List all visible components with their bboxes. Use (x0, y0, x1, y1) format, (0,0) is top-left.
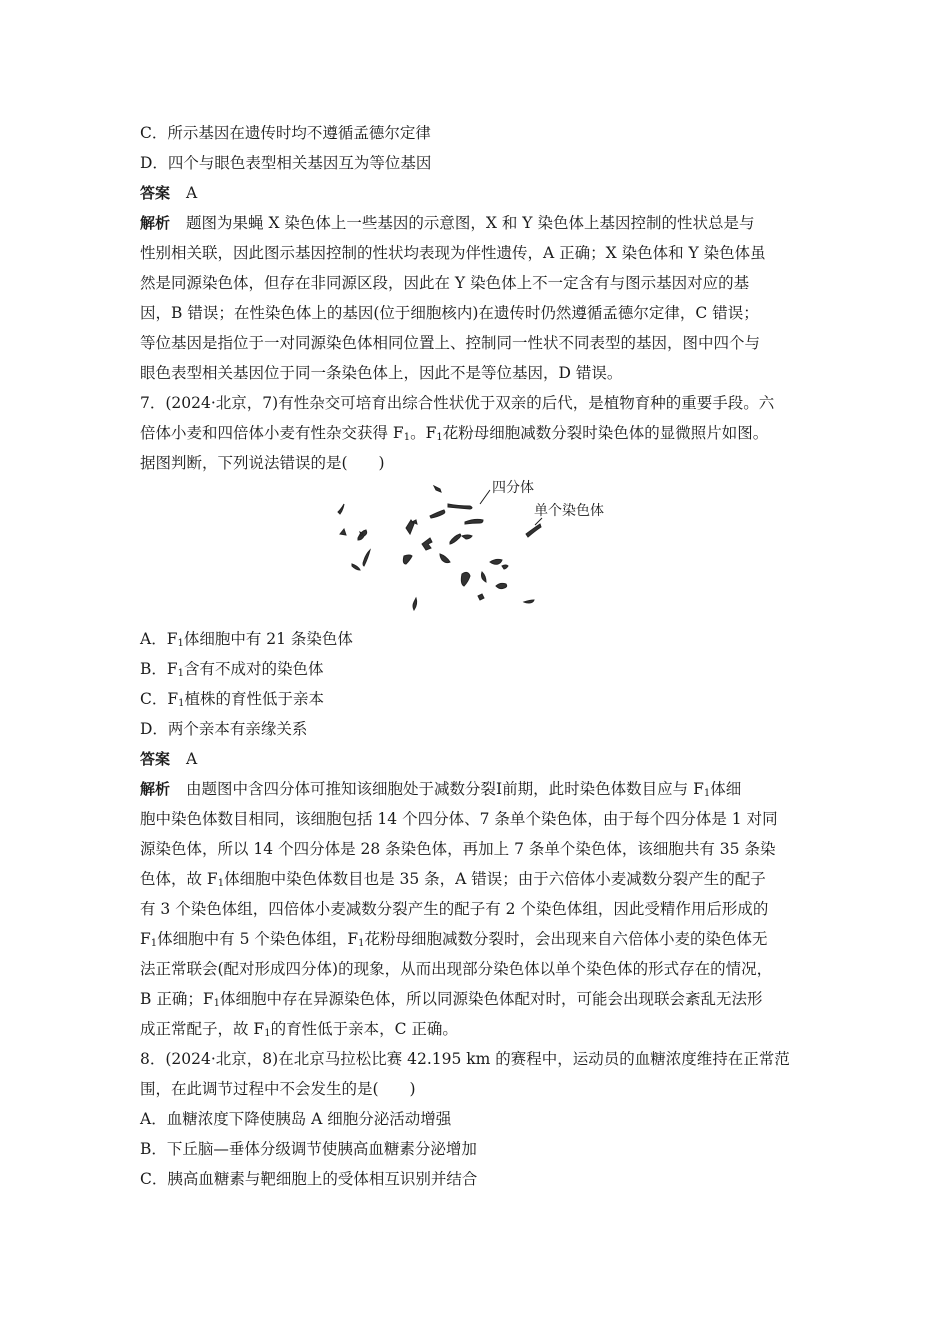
chromosome-shape (490, 559, 502, 564)
chromosome-shape (422, 538, 432, 550)
chromosome-shape (430, 510, 445, 518)
single-chromosome-label: 单个染色体 (534, 503, 604, 519)
tetrad-label: 四分体 (492, 480, 534, 496)
analysis-text: 的育性低于亲本，C 正确。 (270, 1020, 458, 1038)
q7-analysis-line (140, 984, 830, 1014)
q6-analysis-line (140, 208, 830, 238)
subscript: 1 (703, 788, 711, 799)
tetrad-pointer-line (480, 490, 490, 504)
q7-analysis-line: 胞中染色体数目相同，该细胞包括 14 个四分体、7 条单个染色体，由于每个四分体是 1 对同 (140, 810, 778, 828)
chromosome-shape (413, 598, 417, 610)
chromosome-shape (461, 572, 470, 586)
q6-analysis-line: 然是同源染色体，但存在非同源区段，因此在 Y 染色体上不一定含有与图示基因对应的基 (140, 274, 750, 292)
q7-analysis-line (140, 774, 830, 804)
subscript: 1 (436, 432, 443, 443)
subscript: 1 (403, 432, 411, 443)
q7-stem-line: 据图判断，下列说法错误的是( ) (140, 454, 385, 472)
chromosome-shape (496, 583, 507, 588)
q7-stem-text: 花粉母细胞减数分裂时染色体的显微照片如图。 (442, 424, 769, 442)
chromosome-shape (465, 519, 483, 524)
subscript: 1 (177, 638, 184, 649)
option-text: A．F (140, 630, 178, 648)
chromosome-shape (526, 524, 541, 537)
q6-option-d[interactable]: D．四个与眼色表型相关基因互为等位基因 (140, 154, 432, 172)
chromosome-shape (448, 504, 472, 509)
chromosome-shape (403, 555, 412, 564)
subscript: 1 (150, 938, 158, 949)
subscript: 1 (213, 998, 220, 1009)
analysis-text: 题图为果蝇 X 染色体上一些基因的示意图，X 和 Y 染色体上基因控制的性状总是与 (186, 214, 755, 232)
q8-stem-line: 围，在此调节过程中不会发生的是( ) (140, 1080, 416, 1098)
chromosome-shape (358, 530, 367, 540)
chromosome-shape (352, 564, 360, 570)
q7-option-d[interactable]: D．两个亲本有亲缘关系 (140, 720, 308, 738)
single-chromosome-pointer-line (535, 518, 542, 525)
q7-option-b[interactable] (140, 654, 830, 684)
chromosome-shape (340, 529, 346, 535)
answer-label: 答案 (140, 750, 171, 768)
analysis-text: B 正确；F (140, 990, 214, 1008)
answer-value: A (186, 750, 198, 768)
q7-option-a[interactable] (140, 624, 830, 654)
subscript: 1 (178, 698, 185, 709)
chromosome-shape (502, 565, 508, 569)
chromosome-shape (524, 600, 534, 603)
answer-label: 答案 (140, 184, 171, 202)
q7-analysis-line (140, 864, 830, 894)
chromosome-micrograph (140, 478, 830, 624)
q8-stem-line: 8．(2024·北京，8)在北京马拉松比赛 42.195 km 的赛程中，运动员的血糖浓度维持在正常范 (140, 1050, 790, 1068)
document-page (140, 118, 830, 1194)
analysis-text: 体细胞中有 5 个染色体组，F (157, 930, 359, 948)
analysis-label: 解析 (140, 214, 171, 232)
chromosome-figure-svg (330, 478, 620, 624)
analysis-text: 由题图中含四分体可推知该细胞处于减数分裂Ⅰ前期，此时染色体数目应与 F (186, 780, 704, 798)
analysis-text: 体细胞中染色体数目也是 35 条，A 错误；由于六倍体小麦减数分裂产生的配子 (224, 870, 766, 888)
q8-option-a[interactable]: A．血糖浓度下降使胰岛 A 细胞分泌活动增强 (140, 1110, 452, 1128)
q8-option-c[interactable]: C．胰高血糖素与靶细胞上的受体相互识别并结合 (140, 1170, 478, 1188)
option-text: 体细胞中有 21 条染色体 (183, 630, 353, 648)
option-text: B．F (140, 660, 178, 678)
chromosome-shape (440, 554, 450, 563)
answer-value: A (186, 184, 198, 202)
q6-analysis-line: 等位基因是指位于一对同源染色体相同位置上、控制同一性状不同表型的基因，图中四个与 (140, 334, 761, 352)
q7-answer (140, 744, 830, 774)
q6-answer (140, 178, 830, 208)
analysis-text: 体细胞中存在异源染色体，所以同源染色体配对时，可能会出现联会紊乱无法形 (219, 990, 763, 1008)
q7-analysis-line: 法正常联会(配对形成四分体)的现象，从而出现部分染色体以单个染色体的形式存在的情况， (140, 960, 773, 978)
chromosome-shape (363, 550, 370, 566)
q6-analysis-line: 因，B 错误；在性染色体上的基因(位于细胞核内)在遗传时仍然遵循孟德尔定律，C 错误； (140, 304, 759, 322)
option-text: C．F (140, 690, 179, 708)
q7-stem-line (140, 418, 830, 448)
chromosome-shape (338, 504, 344, 514)
q7-stem-text: 。F (410, 424, 437, 442)
q6-analysis-line: 眼色表型相关基因位于同一条染色体上，因此不是等位基因，D 错误。 (140, 364, 623, 382)
q7-analysis-line: 源染色体，所以 14 个四分体是 28 条染色体，再加上 7 条单个染色体，该细胞共有 35 条染 (140, 840, 776, 858)
chromosome-shape (434, 486, 441, 492)
subscript: 1 (177, 668, 185, 679)
chromosome-shape (478, 594, 484, 600)
analysis-text: 色体，故 F (140, 870, 218, 888)
q6-analysis-line: 性别相关联，因此图示基因控制的性状均表现为伴性遗传，A 正确；X 染色体和 Y 染色体虽 (140, 244, 766, 262)
chromosome-shape (450, 534, 461, 544)
analysis-text: 体细 (710, 780, 742, 798)
chromosome-shape (406, 520, 417, 534)
analysis-text: 花粉母细胞减数分裂时，会出现来自六倍体小麦的染色体无 (364, 930, 768, 948)
q7-analysis-line (140, 1014, 830, 1044)
subscript: 1 (217, 878, 225, 889)
q6-option-c[interactable]: C．所示基因在遗传时均不遵循孟德尔定律 (140, 124, 431, 142)
q7-stem-text: 倍体小麦和四倍体小麦有性杂交获得 F (140, 424, 404, 442)
chromosome-shape (462, 535, 472, 539)
q7-stem-line: 7．(2024·北京，7)有性杂交可培育出综合性状优于双亲的后代，是植物育种的重要手段。六 (140, 394, 775, 412)
q7-option-c[interactable] (140, 684, 830, 714)
chromosome-shape (482, 572, 487, 582)
q7-analysis-line (140, 924, 830, 954)
subscript: 1 (264, 1028, 271, 1039)
analysis-text: 成正常配子，故 F (140, 1020, 265, 1038)
analysis-label: 解析 (140, 780, 171, 798)
option-text: 植株的育性低于亲本 (184, 690, 325, 708)
q7-analysis-line: 有 3 个染色体组，四倍体小麦减数分裂产生的配子有 2 个染色体组，因此受精作用后形成的 (140, 900, 769, 918)
option-text: 含有不成对的染色体 (184, 660, 324, 678)
subscript: 1 (358, 938, 365, 949)
q8-option-b[interactable]: B．下丘脑—垂体分级调节使胰高血糖素分泌增加 (140, 1140, 477, 1158)
analysis-text: F (140, 930, 151, 948)
